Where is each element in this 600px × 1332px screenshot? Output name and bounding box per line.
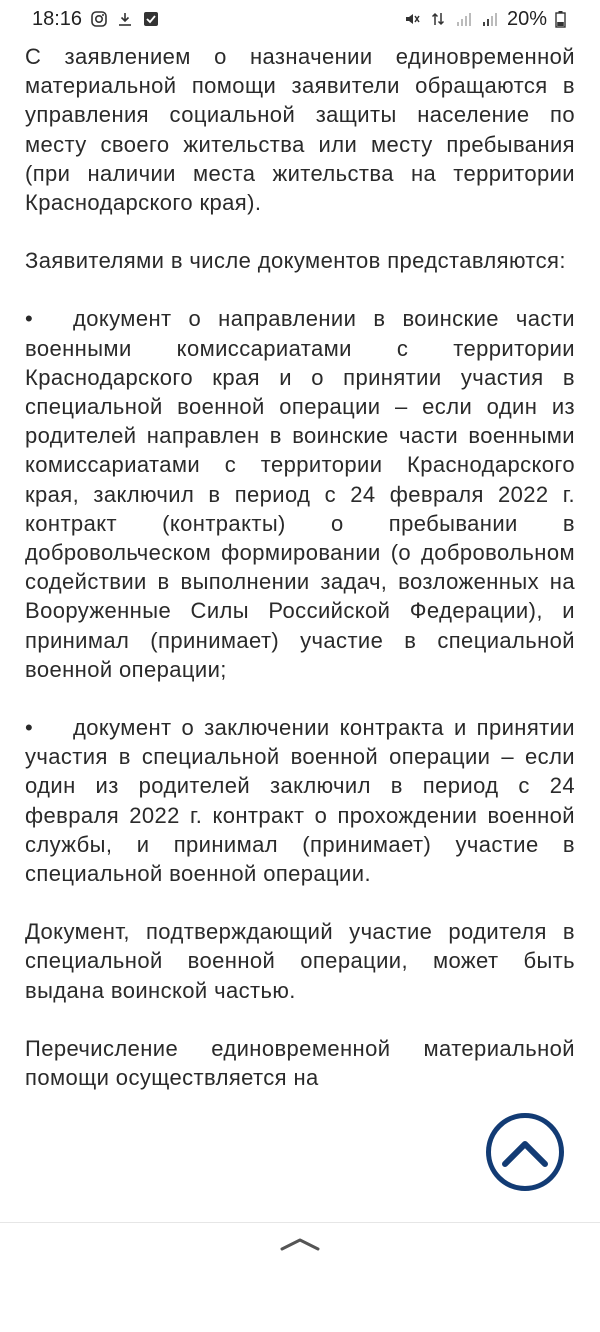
battery-percent: 20% bbox=[506, 7, 547, 30]
bullet-text: документ о заключении контракта и принятии участия в специальной военной операции – если один из родителей заключил в период с 24 февраля 2022 г. контракт о прохождении военной службы, и принимал (принимает) участие в специальной военной операции. bbox=[25, 715, 575, 887]
status-bar bbox=[0, 0, 600, 38]
article-paragraph: Заявителями в числе документов представляются: bbox=[25, 248, 566, 274]
bullet-item bbox=[25, 304, 575, 684]
sheet-handle[interactable] bbox=[279, 1235, 321, 1253]
instagram-icon bbox=[90, 10, 108, 28]
chevron-up-icon bbox=[279, 1235, 321, 1253]
status-bar-right bbox=[403, 8, 566, 31]
download-icon bbox=[116, 10, 134, 28]
data-arrows-icon bbox=[429, 10, 447, 28]
battery-icon bbox=[555, 10, 566, 28]
mute-icon bbox=[403, 10, 421, 28]
article-paragraph: С заявлением о назначении единовременной материальной помощи заявители обращаются в управления социальной защиты население по месту своего жительства или месту пребывания (при наличии места жительства на территории Краснодарского края). bbox=[25, 44, 575, 216]
bullet-item bbox=[25, 713, 575, 888]
checkbox-icon bbox=[142, 10, 160, 28]
bullet-icon: • bbox=[25, 715, 34, 741]
clock: 18:16 bbox=[32, 7, 83, 30]
bottom-sheet bbox=[0, 1222, 600, 1332]
signal-icon bbox=[481, 10, 499, 28]
status-bar-left bbox=[32, 8, 160, 31]
scroll-to-top-button[interactable] bbox=[486, 1113, 564, 1191]
article-paragraph: Перечисление единовременной материальной помощи осуществляется на bbox=[25, 1035, 575, 1091]
article-paragraph: Документ, подтверждающий участие родителя в специальной военной операции, может быть выдана воинской частью. bbox=[25, 919, 575, 1003]
bullet-icon: • bbox=[25, 306, 34, 332]
article-body bbox=[25, 42, 575, 1222]
chevron-up-icon bbox=[499, 1134, 551, 1170]
bullet-text: документ о направлении в воинские части военными комиссариатами с территории Краснодарского края и о принятии участия в специальной военной операции – если один из родителей направлен в воинские части военными комиссариатами с территории Краснодарского края, заключил в период с 24 февраля 2022 г. контракт (контракты) о пребывании в добровольческом формировании (о добровольном содействии в выполнении задач, возложенных на Вооруженные Силы Российской Федерации), и принимал (принимает) участие в специальной военной операции; bbox=[25, 306, 575, 682]
signal-icon bbox=[455, 10, 473, 28]
